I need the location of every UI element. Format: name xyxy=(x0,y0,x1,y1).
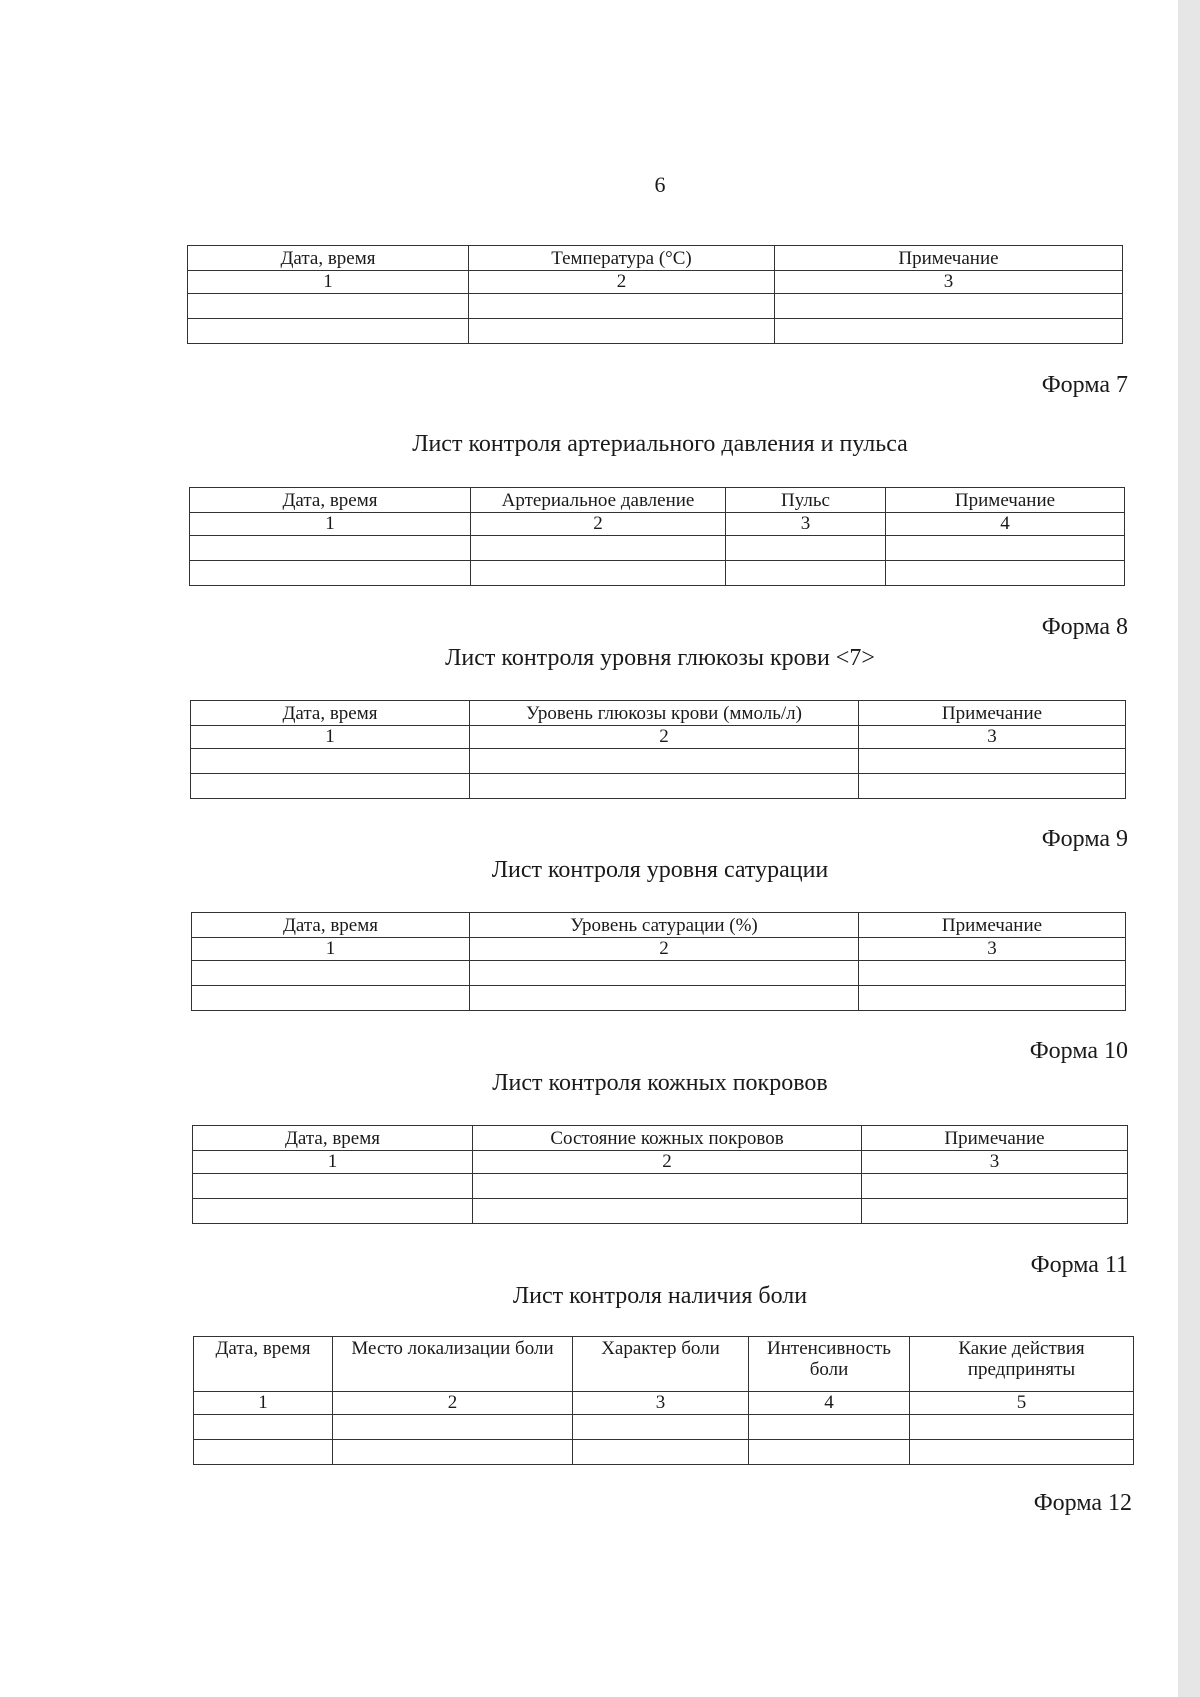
table-cell[interactable] xyxy=(470,961,859,986)
header-cell: Место локализации боли xyxy=(333,1337,573,1392)
table-cell[interactable] xyxy=(886,561,1125,586)
column-number-row xyxy=(193,1151,1128,1174)
table-header-row xyxy=(190,488,1125,513)
blood-pressure-table xyxy=(189,487,1125,586)
table-cell[interactable] xyxy=(573,1440,749,1465)
header-cell: Примечание xyxy=(886,488,1125,513)
number-cell: 4 xyxy=(886,513,1125,536)
header-cell: Дата, время xyxy=(188,246,469,271)
table-cell[interactable] xyxy=(469,294,775,319)
table-cell[interactable] xyxy=(775,294,1123,319)
header-cell: Примечание xyxy=(775,246,1123,271)
header-cell: Интенсивность боли xyxy=(749,1337,910,1392)
header-cell: Дата, время xyxy=(194,1337,333,1392)
number-cell: 3 xyxy=(775,271,1123,294)
number-cell: 3 xyxy=(859,938,1126,961)
number-cell: 1 xyxy=(191,726,470,749)
column-number-row xyxy=(188,271,1123,294)
table-cell[interactable] xyxy=(471,536,726,561)
table-cell[interactable] xyxy=(471,561,726,586)
header-cell: Примечание xyxy=(859,913,1126,938)
sheet-title: Лист контроля уровня сатурации xyxy=(491,857,829,883)
table-cell[interactable] xyxy=(473,1174,862,1199)
number-cell: 2 xyxy=(470,726,859,749)
table-cell[interactable] xyxy=(726,561,886,586)
table-row xyxy=(194,1415,1134,1440)
sheet-title: Лист контроля артериального давления и пульса xyxy=(412,431,908,457)
number-cell: 3 xyxy=(573,1392,749,1415)
table-cell[interactable] xyxy=(191,749,470,774)
header-cell: Уровень сатурации (%) xyxy=(470,913,859,938)
number-cell: 3 xyxy=(726,513,886,536)
number-cell: 4 xyxy=(749,1392,910,1415)
form-label: Форма 9 xyxy=(1041,826,1128,852)
saturation-table xyxy=(191,912,1126,1011)
table-cell[interactable] xyxy=(333,1415,573,1440)
table-cell[interactable] xyxy=(333,1440,573,1465)
number-cell: 1 xyxy=(193,1151,473,1174)
pain-table xyxy=(193,1336,1134,1465)
glucose-table xyxy=(190,700,1126,799)
table-cell[interactable] xyxy=(192,986,470,1011)
header-cell: Дата, время xyxy=(192,913,470,938)
column-number-row xyxy=(190,513,1125,536)
table-cell[interactable] xyxy=(192,961,470,986)
table-row xyxy=(191,749,1126,774)
table-cell[interactable] xyxy=(910,1440,1134,1465)
sheet-title: Лист контроля уровня глюкозы крови <7> xyxy=(445,645,875,671)
table-cell[interactable] xyxy=(470,774,859,799)
table-row xyxy=(188,319,1123,344)
table-row xyxy=(192,961,1126,986)
table-header-row xyxy=(193,1126,1128,1151)
header-cell: Примечание xyxy=(859,701,1126,726)
table-header-row xyxy=(194,1337,1134,1392)
table-row xyxy=(188,294,1123,319)
form-label: Форма 7 xyxy=(1041,372,1128,398)
table-cell[interactable] xyxy=(473,1199,862,1224)
number-cell: 2 xyxy=(469,271,775,294)
table-cell[interactable] xyxy=(188,294,469,319)
table-cell[interactable] xyxy=(862,1174,1128,1199)
number-cell: 5 xyxy=(910,1392,1134,1415)
form-label: Форма 12 xyxy=(1033,1490,1132,1516)
table-cell[interactable] xyxy=(573,1415,749,1440)
form-label: Форма 10 xyxy=(1029,1038,1128,1064)
table-row xyxy=(192,986,1126,1011)
scan-edge xyxy=(1178,0,1200,1697)
table-cell[interactable] xyxy=(910,1415,1134,1440)
sheet-title: Лист контроля наличия боли xyxy=(512,1283,808,1309)
table-header-row xyxy=(192,913,1126,938)
table-cell[interactable] xyxy=(775,319,1123,344)
table-row xyxy=(193,1174,1128,1199)
table-cell[interactable] xyxy=(859,749,1126,774)
table-cell[interactable] xyxy=(190,536,471,561)
table-cell[interactable] xyxy=(726,536,886,561)
temperature-table xyxy=(187,245,1123,344)
table-row xyxy=(190,536,1125,561)
number-cell: 3 xyxy=(862,1151,1128,1174)
number-cell: 3 xyxy=(859,726,1126,749)
form-label: Форма 8 xyxy=(1041,614,1128,640)
table-cell[interactable] xyxy=(191,774,470,799)
number-cell: 1 xyxy=(188,271,469,294)
table-cell[interactable] xyxy=(470,986,859,1011)
header-cell: Дата, время xyxy=(193,1126,473,1151)
header-cell: Какие действия предприняты xyxy=(910,1337,1134,1392)
table-cell[interactable] xyxy=(194,1440,333,1465)
table-row xyxy=(191,774,1126,799)
sheet-title: Лист контроля кожных покровов xyxy=(492,1070,828,1096)
table-cell[interactable] xyxy=(193,1199,473,1224)
header-cell: Характер боли xyxy=(573,1337,749,1392)
number-cell: 2 xyxy=(470,938,859,961)
header-cell: Примечание xyxy=(862,1126,1128,1151)
table-cell[interactable] xyxy=(194,1415,333,1440)
table-cell[interactable] xyxy=(188,319,469,344)
table-cell[interactable] xyxy=(859,986,1126,1011)
table-cell[interactable] xyxy=(469,319,775,344)
header-cell: Температура (°С) xyxy=(469,246,775,271)
table-cell[interactable] xyxy=(190,561,471,586)
table-cell[interactable] xyxy=(859,774,1126,799)
number-cell: 1 xyxy=(194,1392,333,1415)
table-row xyxy=(194,1440,1134,1465)
table-cell[interactable] xyxy=(749,1415,910,1440)
page-number: 6 xyxy=(654,172,666,197)
header-cell: Дата, время xyxy=(190,488,471,513)
column-number-row xyxy=(194,1392,1134,1415)
header-cell: Состояние кожных покровов xyxy=(473,1126,862,1151)
number-cell: 2 xyxy=(471,513,726,536)
table-row xyxy=(193,1199,1128,1224)
table-cell[interactable] xyxy=(470,749,859,774)
table-cell[interactable] xyxy=(749,1440,910,1465)
header-cell: Артериальное давление xyxy=(471,488,726,513)
form-label: Форма 11 xyxy=(1030,1252,1128,1278)
header-cell: Дата, время xyxy=(191,701,470,726)
header-cell: Пульс xyxy=(726,488,886,513)
column-number-row xyxy=(191,726,1126,749)
number-cell: 1 xyxy=(190,513,471,536)
table-cell[interactable] xyxy=(193,1174,473,1199)
table-cell[interactable] xyxy=(859,961,1126,986)
number-cell: 1 xyxy=(192,938,470,961)
table-cell[interactable] xyxy=(862,1199,1128,1224)
table-cell[interactable] xyxy=(886,536,1125,561)
table-header-row xyxy=(188,246,1123,271)
header-cell: Уровень глюкозы крови (ммоль/л) xyxy=(470,701,859,726)
number-cell: 2 xyxy=(473,1151,862,1174)
number-cell: 2 xyxy=(333,1392,573,1415)
table-header-row xyxy=(191,701,1126,726)
skin-condition-table xyxy=(192,1125,1128,1224)
column-number-row xyxy=(192,938,1126,961)
table-row xyxy=(190,561,1125,586)
